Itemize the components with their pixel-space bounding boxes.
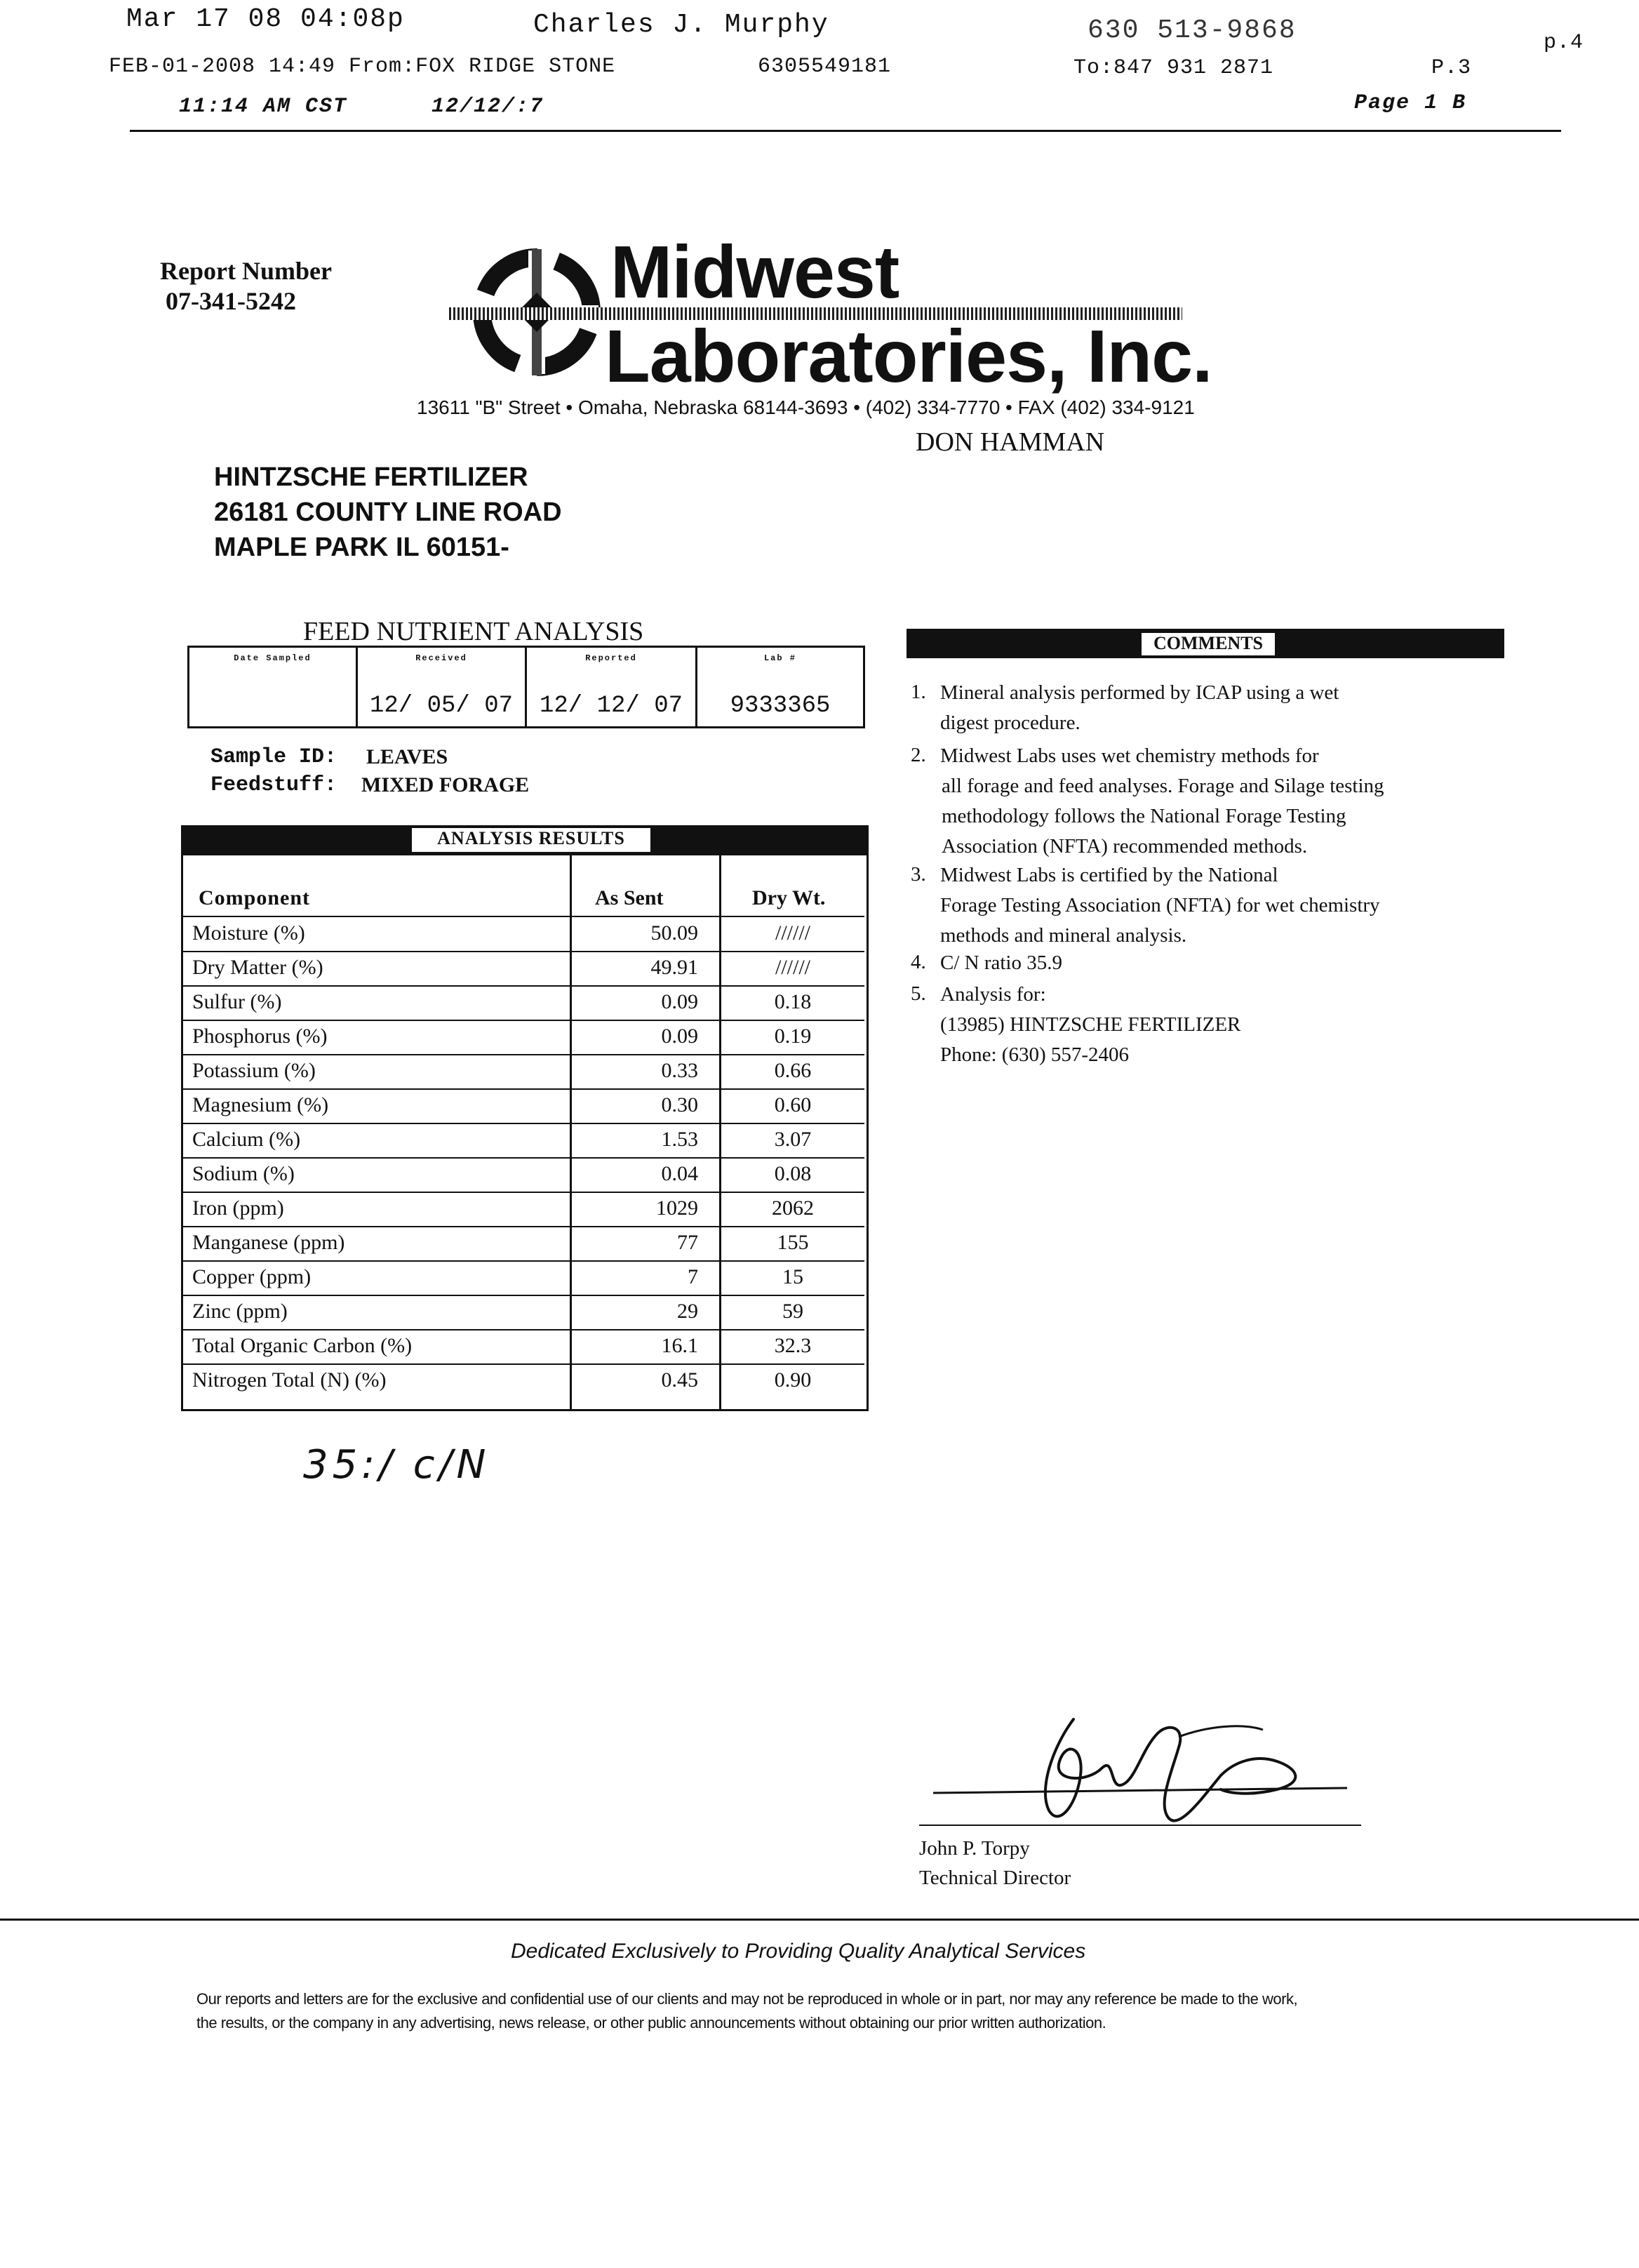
dry-weight-cell: 0.18: [774, 990, 812, 1013]
component-cell: Sodium (%): [192, 1162, 295, 1185]
component-cell: Moisture (%): [192, 921, 305, 945]
row-rule: [183, 1329, 864, 1330]
lab-number-cell: [697, 648, 863, 726]
fax-sender-name: Charles J. Murphy: [533, 10, 829, 40]
fax-page-line3: Page 1 B: [1354, 91, 1467, 115]
component-cell: Calcium (%): [192, 1128, 301, 1151]
as-sent-cell: 0.04: [661, 1162, 698, 1185]
fax-date-line1: Mar 17 08 04:08p: [126, 4, 405, 34]
footer-rule: [0, 1919, 1639, 1921]
client-street: 26181 COUNTY LINE ROAD: [214, 498, 562, 527]
sample-id-value: LEAVES: [366, 745, 448, 768]
reported-cell: [527, 648, 697, 726]
component-cell: Copper (ppm): [192, 1265, 312, 1288]
col-component-header: Component: [199, 886, 311, 909]
as-sent-cell: 49.91: [650, 956, 698, 979]
sample-info-box: [187, 646, 865, 728]
fax-header-rule: [130, 130, 1561, 132]
analysis-title: FEED NUTRIENT ANALYSIS: [303, 617, 644, 646]
row-rule: [183, 985, 864, 987]
feedstuff-label: Feedstuff:: [210, 773, 337, 797]
comment-4-number: 4.: [911, 951, 926, 973]
component-cell: Sulfur (%): [192, 990, 282, 1013]
fax-date-line3: 12/12/:7: [432, 95, 544, 119]
reported-header: Reported: [585, 653, 637, 663]
row-rule: [183, 1157, 864, 1159]
signatory-title: Technical Director: [919, 1867, 1071, 1889]
received-cell: [358, 648, 527, 726]
comment-2-text: Midwest Labs uses wet chemistry methods for all forage and feed analyses. Forage and Silage testing methodology follows the National Forage Testing Association (NFTA) recommended methods.: [940, 745, 1384, 858]
comment-3-text: Midwest Labs is certified by the National Forage Testing Association (NFTA) for wet chemistry methods and mineral analysis.: [940, 864, 1380, 947]
dry-weight-cell: 32.3: [774, 1334, 812, 1357]
client-name: HINTZSCHE FERTILIZER: [214, 462, 528, 492]
component-cell: Potassium (%): [192, 1059, 316, 1082]
as-sent-cell: 0.30: [661, 1093, 698, 1116]
comment-1-number: 1.: [911, 681, 926, 703]
dry-weight-cell: //////: [775, 921, 810, 945]
signatory-name: John P. Torpy: [919, 1837, 1030, 1860]
dry-weight-cell: 0.08: [774, 1162, 812, 1185]
component-cell: Iron (ppm): [192, 1196, 284, 1220]
as-sent-cell: 29: [677, 1300, 698, 1323]
comment-3-number: 3.: [911, 863, 926, 886]
reported-value: 12/ 12/ 07: [539, 693, 683, 719]
dry-weight-cell: 155: [777, 1231, 809, 1254]
row-rule: [183, 951, 864, 952]
signature-rule: [919, 1825, 1361, 1826]
comment-1-text: Mineral analysis performed by ICAP using a wet digest procedure.: [940, 681, 1339, 734]
report-number-label: Report Number: [160, 257, 332, 285]
lab-name-line1: Midwest: [610, 231, 899, 314]
row-rule: [183, 1363, 864, 1365]
footer-disclaimer-line2: the results, or the company in any advertising, news release, or other public announcements without obtaining our prior written authorization.: [196, 2014, 1106, 2032]
comment-2-number: 2.: [911, 744, 926, 766]
lab-number-header: Lab #: [763, 653, 796, 663]
date-sampled-cell: [189, 648, 358, 726]
as-sent-cell: 0.09: [661, 990, 698, 1013]
results-label: ANALYSIS RESULTS: [410, 827, 652, 853]
as-sent-cell: 0.45: [661, 1368, 698, 1392]
component-cell: Dry Matter (%): [192, 956, 323, 979]
component-cell: Nitrogen Total (N) (%): [192, 1368, 387, 1392]
row-rule: [183, 1054, 864, 1055]
dry-weight-cell: 2062: [772, 1196, 814, 1220]
as-sent-cell: 50.09: [650, 921, 698, 945]
handwritten-cn-note: 35:/ c/N: [303, 1442, 490, 1488]
sample-id-label: Sample ID:: [210, 745, 337, 769]
dry-weight-cell: 15: [782, 1265, 803, 1288]
report-number: 07-341-5242: [166, 287, 296, 315]
row-rule: [183, 1088, 864, 1090]
component-cell: Zinc (ppm): [192, 1300, 288, 1323]
row-rule: [183, 1226, 864, 1227]
dry-weight-cell: //////: [775, 956, 810, 979]
fax-time-line3: 11:14 AM CST: [179, 95, 348, 119]
dry-weight-cell: 0.66: [774, 1059, 812, 1082]
feedstuff-value: MIXED FORAGE: [361, 773, 530, 796]
component-cell: Manganese (ppm): [192, 1231, 345, 1254]
comments-label: COMMENTS: [1140, 632, 1276, 657]
as-sent-cell: 7: [688, 1265, 698, 1288]
comment-5-number: 5.: [911, 982, 926, 1005]
col-dry-header: Dry Wt.: [752, 886, 826, 909]
component-cell: Total Organic Carbon (%): [192, 1334, 413, 1357]
dry-weight-cell: 0.90: [774, 1368, 812, 1392]
fax-to-number: To:847 931 2871: [1073, 56, 1274, 80]
as-sent-cell: 0.33: [661, 1059, 698, 1082]
dry-weight-cell: 3.07: [774, 1128, 812, 1151]
lab-name-line2: Laboratories, Inc.: [605, 315, 1212, 398]
fax-from-number: 6305549181: [758, 55, 892, 79]
fax-page-line2: P.3: [1431, 56, 1472, 80]
fax-sent-line: FEB-01-2008 14:49 From:FOX RIDGE STONE: [109, 55, 616, 79]
row-rule: [183, 1295, 864, 1296]
as-sent-cell: 1029: [656, 1196, 698, 1220]
dry-weight-cell: 59: [782, 1300, 803, 1323]
dry-weight-cell: 0.19: [774, 1025, 812, 1048]
as-sent-cell: 77: [677, 1231, 698, 1254]
col-as-sent-header: As Sent: [595, 886, 664, 909]
comment-5-text: Analysis for: (13985) HINTZSCHE FERTILIZER Phone: (630) 557-2406: [940, 983, 1241, 1066]
component-cell: Magnesium (%): [192, 1093, 329, 1116]
fax-sender-phone: 630 513-9868: [1088, 15, 1297, 46]
row-rule: [183, 1123, 864, 1124]
as-sent-cell: 1.53: [661, 1128, 698, 1151]
fax-page-line1: p.4: [1544, 31, 1584, 55]
component-cell: Phosphorus (%): [192, 1025, 328, 1048]
client-city: MAPLE PARK IL 60151-: [214, 533, 509, 562]
row-rule: [183, 1020, 864, 1021]
date-sampled-header: Date Sampled: [234, 653, 312, 663]
as-sent-cell: 16.1: [661, 1334, 698, 1357]
lab-number-value: 9333365: [730, 693, 831, 719]
footer-tagline: Dedicated Exclusively to Providing Quality Analytical Services: [511, 1940, 1086, 1963]
lab-contact: DON HAMMAN: [916, 427, 1105, 457]
received-header: Received: [415, 653, 467, 663]
as-sent-cell: 0.09: [661, 1025, 698, 1048]
dry-weight-cell: 0.60: [774, 1093, 812, 1116]
results-header-rule: [183, 916, 864, 917]
comment-4-text: C/ N ratio 35.9: [940, 952, 1062, 974]
row-rule: [183, 1260, 864, 1262]
results-divider-2: [719, 853, 721, 1409]
footer-disclaimer-line1: Our reports and letters are for the exclusive and confidential use of our clients and may not be reproduced in whole or in part, nor may any reference be made to the work,: [196, 1990, 1298, 2008]
row-rule: [183, 1192, 864, 1193]
lab-address: 13611 "B" Street • Omaha, Nebraska 68144-3693 • (402) 334-7770 • FAX (402) 334-9121: [417, 396, 1195, 418]
received-value: 12/ 05/ 07: [369, 693, 514, 719]
